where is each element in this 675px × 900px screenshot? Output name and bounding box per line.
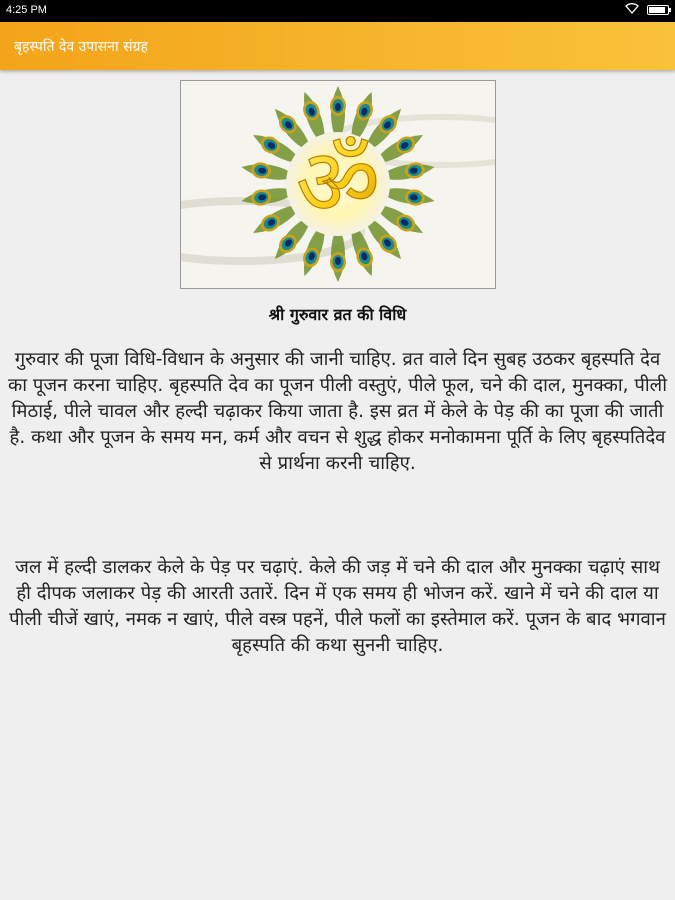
battery-icon [647,5,669,15]
wifi-icon [625,3,639,17]
article-heading: श्री गुरुवार व्रत की विधि [268,305,407,324]
article-paragraph-1: गुरुवार की पूजा विधि-विधान के अनुसार की जानी चाहिए. व्रत वाले दिन सुबह उठकर बृहस्पति देव का पूजन करना चाहिए. बृहस्पति देव का पूजन पीली वस्तुएं, पीले फूल, चने की दाल, मुनक्का, पीली मिठाई, पीले चावल और हल्दी चढ़ाकर किया जाता है. इस व्रत में केले के पेड़ की का पूजा की जाती है. कथा और पूजन के समय मन, कर्म और वचन से शुद्ध होकर मनोकामना पूर्ति के लिए बृहस्पतिदेव से प्रार्थना करनी चाहिए. [8,349,668,474]
status-bar [0,0,675,22]
app-bar [0,22,675,70]
om-peacock-feather-image [181,81,495,288]
om-symbol: ॐ [296,129,380,236]
app-title: बृहस्पति देव उपासना संग्रह [14,39,148,55]
status-time: 4:25 PM [6,4,47,16]
hero-image [180,80,496,289]
article-paragraph-2: जल में हल्दी डालकर केले के पेड़ पर चढ़ाएं. केले की जड़ में चने की दाल और मुनक्का चढ़ाएं साथ ही दीपक जलाकर पेड़ की आरती उतारें. दिन में एक समय ही भोजन करें. खाने में चने की दाल या पीली चीजें खाएं, नमक न खाएं, पीले वस्त्र पहनें, पीले फलों का इस्तेमाल करें. पूजन के बाद भगवान बृहस्पति की कथा सुननी चाहिए. [9,557,666,656]
status-icons [625,3,669,17]
